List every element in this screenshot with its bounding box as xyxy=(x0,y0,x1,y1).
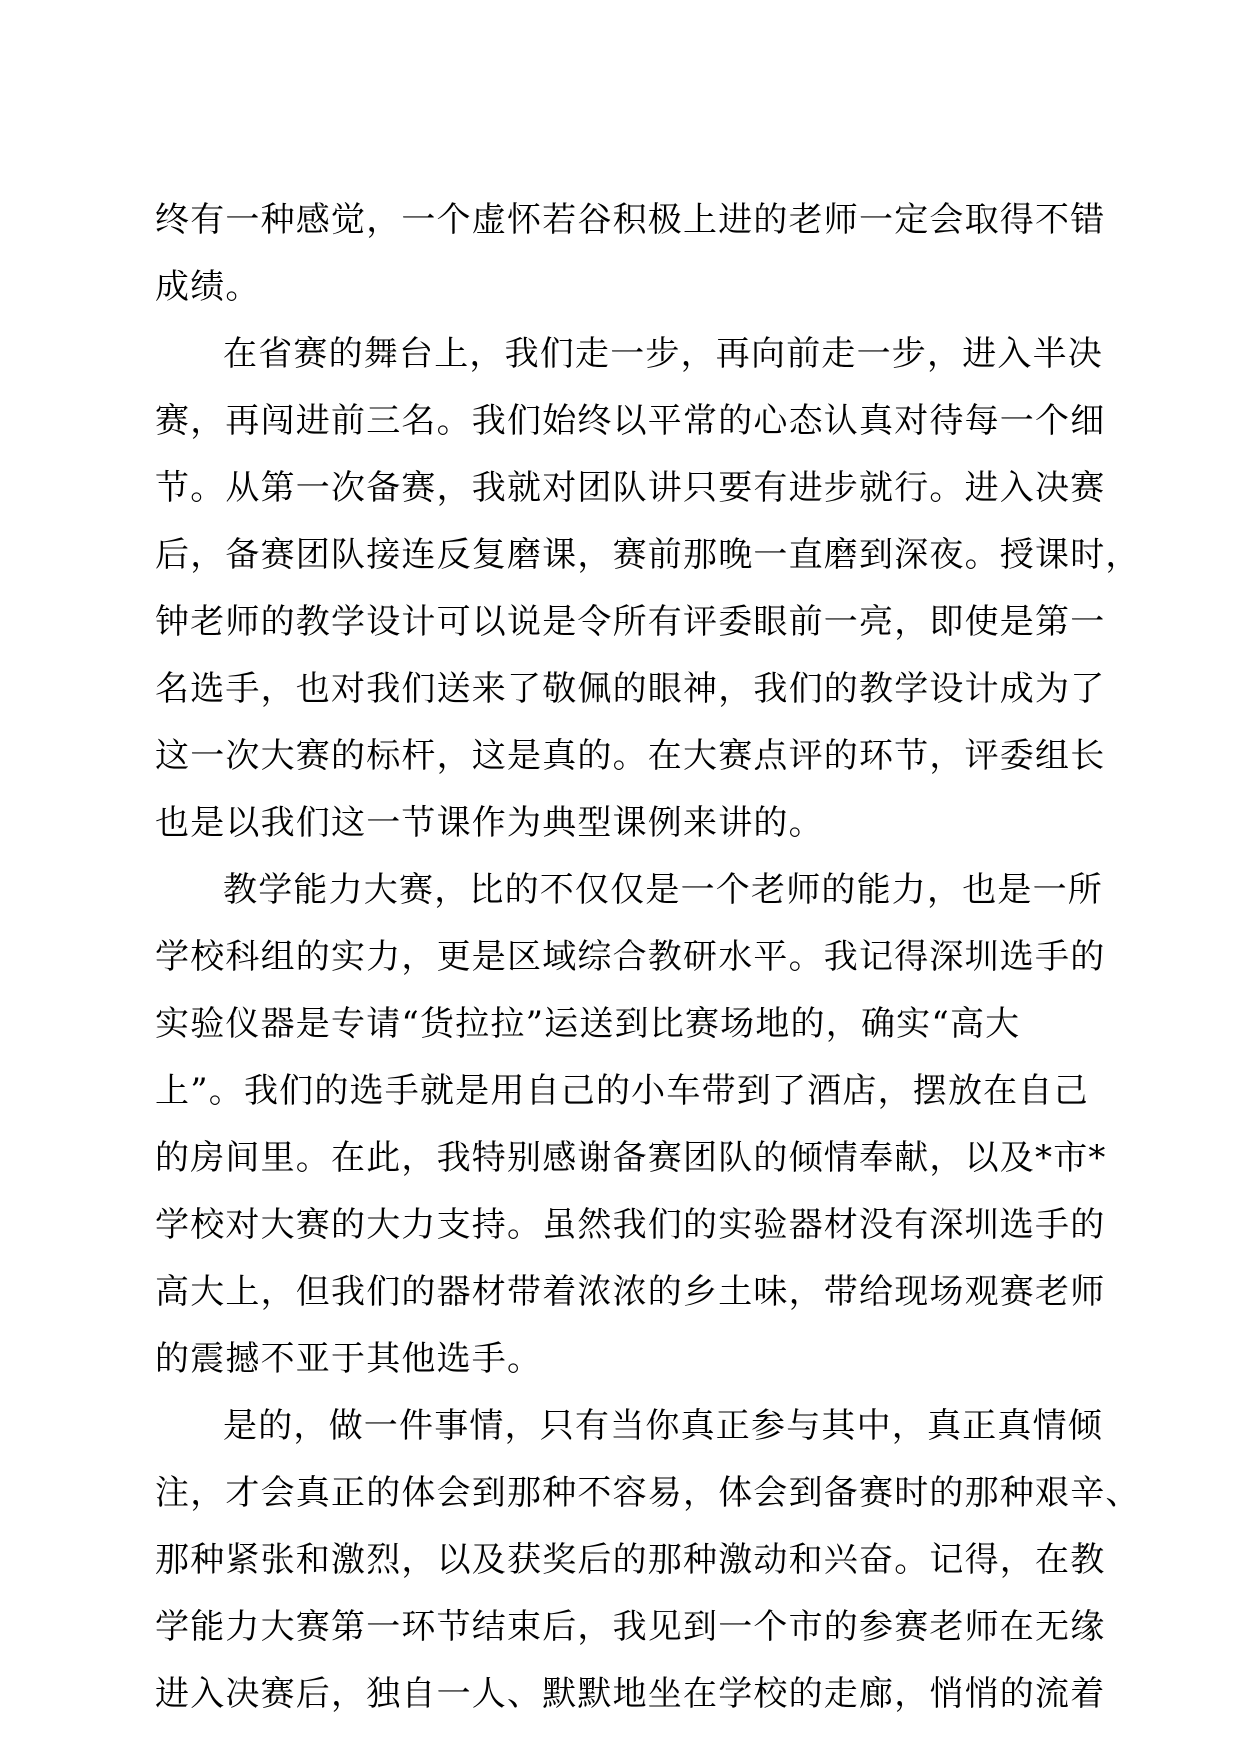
body-text xyxy=(155,187,1141,1728)
text-line: 名选手，也对我们送来了敬佩的眼神，我们的教学设计成为了 xyxy=(155,669,1106,709)
text-line: 后，备赛团队接连反复磨课，赛前那晚一直磨到深夜。授课时， xyxy=(155,535,1141,575)
text-line: 注，才会真正的体会到那种不容易，体会到备赛时的那种艰辛、 xyxy=(155,1473,1141,1513)
text-line: 的房间里。在此，我特别感谢备赛团队的倾情奉献，以及*市* xyxy=(155,1138,1107,1178)
paragraph-start-line: 教学能力大赛，比的不仅仅是一个老师的能力，也是一所 xyxy=(223,870,1103,910)
text-line: 终有一种感觉，一个虚怀若谷积极上进的老师一定会取得不错 xyxy=(155,200,1106,240)
text-line: 这一次大赛的标杆，这是真的。在大赛点评的环节，评委组长 xyxy=(155,736,1106,776)
text-line: 钟老师的教学设计可以说是令所有评委眼前一亮，即使是第一 xyxy=(155,602,1106,642)
paragraph-start-line: 在省赛的舞台上，我们走一步，再向前走一步，进入半决 xyxy=(223,334,1103,374)
text-line: 上”。我们的选手就是用自己的小车带到了酒店，摆放在自己 xyxy=(155,1071,1089,1111)
text-line: 实验仪器是专请“货拉拉”运送到比赛场地的，确实“高大 xyxy=(155,1004,1021,1044)
text-line: 赛，再闯进前三名。我们始终以平常的心态认真对待每一个细 xyxy=(155,401,1106,441)
text-line: 学校对大赛的大力支持。虽然我们的实验器材没有深圳选手的 xyxy=(155,1205,1106,1245)
text-line: 也是以我们这一节课作为典型课例来讲的。 xyxy=(155,803,824,843)
text-line: 那种紧张和激烈，以及获奖后的那种激动和兴奋。记得，在教 xyxy=(155,1540,1106,1580)
text-line: 节。从第一次备赛，我就对团队讲只要有进步就行。进入决赛 xyxy=(155,468,1106,508)
text-line: 成绩。 xyxy=(155,267,261,307)
text-line: 的震撼不亚于其他选手。 xyxy=(155,1339,543,1379)
paragraph-start-line: 是的，做一件事情，只有当你真正参与其中，真正真情倾 xyxy=(223,1406,1103,1446)
text-line: 高大上，但我们的器材带着浓浓的乡土味，带给现场观赛老师 xyxy=(155,1272,1106,1312)
text-line: 学校科组的实力，更是区域综合教研水平。我记得深圳选手的 xyxy=(155,937,1106,977)
text-line: 进入决赛后，独自一人、默默地坐在学校的走廊，悄悄的流着 xyxy=(155,1674,1106,1714)
text-line: 学能力大赛第一环节结束后，我见到一个市的参赛老师在无缘 xyxy=(155,1607,1106,1647)
